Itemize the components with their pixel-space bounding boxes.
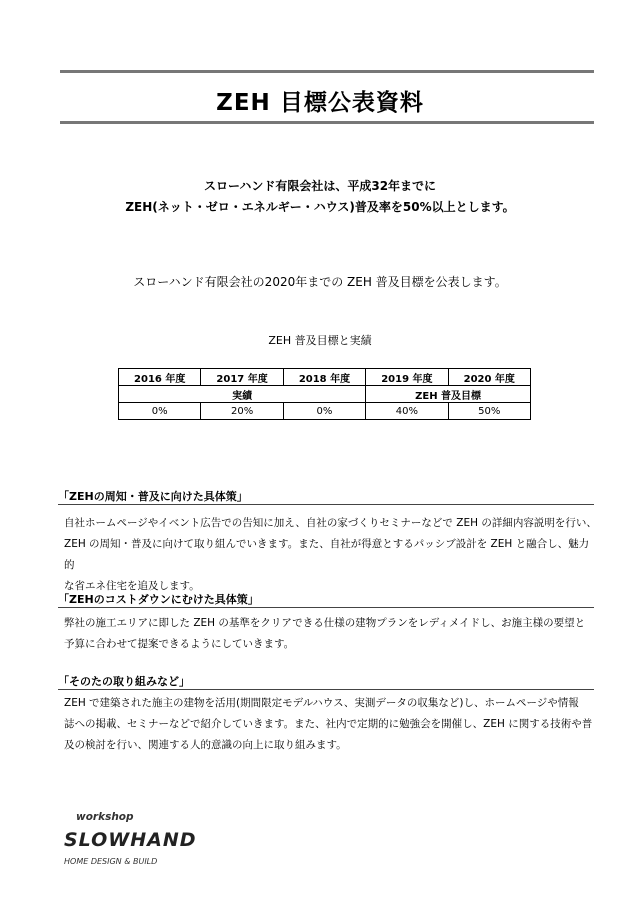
value-cell: 50%	[448, 403, 530, 420]
body-line: 及の検討を行い、関連する人的意識の向上に取り組みます。	[64, 739, 347, 751]
body-line: 自社ホームページやイベント広告での告知に加え、自社の家づくりセミナーなどで ZEH の詳細内容説明を行い、	[64, 517, 597, 529]
body-line: 誌への掲載、セミナーなどで紹介していきます。また、社内で定期的に勉強会を開催し、ZEH に関する技術や普	[64, 718, 593, 730]
value-cell: 0%	[283, 403, 365, 420]
table-row-values	[119, 403, 531, 420]
section-divider	[58, 607, 594, 608]
year-cell: 2018 年度	[283, 369, 365, 386]
goals-table	[118, 368, 531, 420]
section-heading-cost: 「ZEHのコストダウンにむけた具体策」	[58, 593, 259, 606]
table-title: ZEH 普及目標と実績	[268, 334, 372, 347]
intro-line-1: スローハンド有限会社は、平成32年までに	[203, 179, 437, 193]
section-heading-other: 「そのたの取り組みなど」	[58, 675, 190, 688]
title-bottom-rule	[60, 121, 594, 124]
table-row-groups	[119, 386, 531, 403]
announcement: スローハンド有限会社の2020年までの ZEH 普及目標を公表します。	[133, 275, 507, 289]
year-cell: 2016 年度	[119, 369, 201, 386]
year-cell: 2019 年度	[366, 369, 448, 386]
body-line: 弊社の施工エリアに即した ZEH の基準をクリアできる仕様の建物プランをレディメイドし、お施主様の要望と	[64, 617, 586, 629]
value-cell: 20%	[201, 403, 283, 420]
section-body-cost	[64, 613, 599, 655]
section-heading-awareness: 「ZEHの周知・普及に向けた具体策」	[58, 490, 248, 503]
section-body-awareness	[64, 513, 599, 597]
value-cell: 40%	[366, 403, 448, 420]
group-target-cell: ZEH 普及目標	[366, 386, 531, 403]
section-body-other	[64, 693, 599, 756]
logo-tagline: HOME DESIGN & BUILD	[64, 857, 158, 866]
value-cell: 0%	[119, 403, 201, 420]
year-cell: 2020 年度	[448, 369, 530, 386]
section-divider	[58, 689, 594, 690]
body-line: ZEH で建築された施主の建物を活用(期間限定モデルハウス、実測データの収集など)し、ホームページや情報	[64, 697, 579, 709]
body-line: 予算に合わせて提案できるようにしていきます。	[64, 638, 295, 650]
body-line: な省エネ住宅を追及します。	[64, 580, 200, 592]
group-actual-cell: 実績	[119, 386, 366, 403]
logo-name: SLOWHAND	[64, 829, 197, 851]
top-rule	[60, 70, 594, 73]
table-row-years	[119, 369, 531, 386]
year-cell: 2017 年度	[201, 369, 283, 386]
logo-workshop-text: workshop	[76, 811, 134, 823]
page-title: ZEH 目標公表資料	[216, 90, 424, 116]
intro-line-2: ZEH(ネット・ゼロ・エネルギー・ハウス)普及率を50%以上とします。	[125, 200, 515, 214]
body-line: ZEH の周知・普及に向けて取り組んでいきます。また、自社が得意とするパッシブ設計を ZEH と融合し、魅力的	[64, 538, 590, 571]
section-divider	[58, 504, 594, 505]
